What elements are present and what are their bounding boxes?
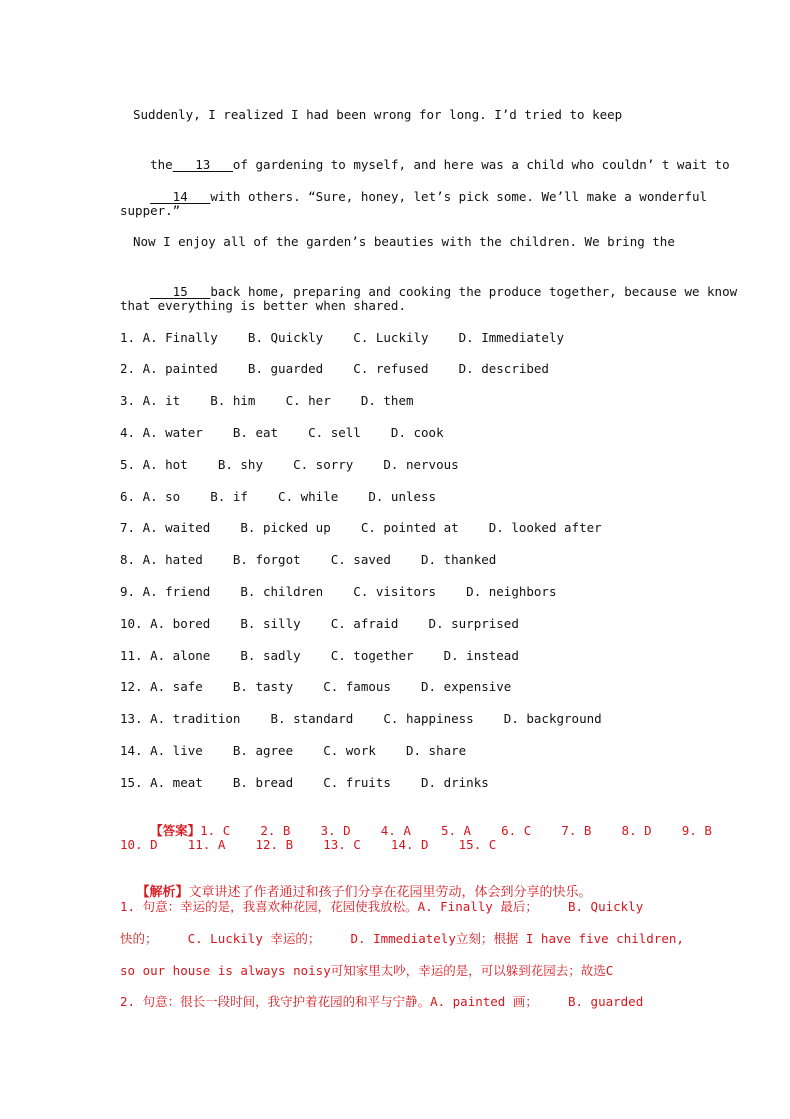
question-item: 5. A. hot B. shy C. sorry D. nervous <box>120 457 459 472</box>
passage-text: the <box>150 157 173 172</box>
answer-label: 【答案】 <box>150 823 201 838</box>
question-item: 11. A. alone B. sadly C. together D. instead <box>120 648 519 663</box>
question-item: 8. A. hated B. forgot C. saved D. thanked <box>120 552 497 567</box>
analysis-line: 2. 句意：很长一段时间，我守护着花园的和平与宁静。A. painted 画； B. guarded <box>120 994 644 1009</box>
question-item: 14. A. live B. agree C. work D. share <box>120 743 467 758</box>
question-item: 12. A. safe B. tasty C. famous D. expensive <box>120 679 512 694</box>
question-item: 13. A. tradition B. standard C. happiness D. background <box>120 711 602 726</box>
analysis-label: 【解析】 <box>136 885 189 900</box>
passage-line <box>120 170 707 224</box>
answer-line: 10. D 11. A 12. B 13. C 14. D 15. C <box>120 837 497 852</box>
passage-line: Suddenly, I realized I had been wrong for long. I’d tried to keep <box>133 107 623 122</box>
question-item: 2. A. painted B. guarded C. refused D. described <box>120 361 549 376</box>
question-item: 1. A. Finally B. Quickly C. Luckily D. Immediately <box>120 330 565 345</box>
blank-13: ___13___ <box>172 157 233 172</box>
analysis-line: 快的； C. Luckily 幸运的； D. Immediately立刻；根据 I have five children, <box>120 931 684 946</box>
passage-text: back home, preparing and cooking the produce together, because we know <box>210 284 738 299</box>
question-item: 4. A. water B. eat C. sell D. cook <box>120 425 444 440</box>
passage-text: of gardening to myself, and here was a child who couldn’ t wait to <box>232 157 730 172</box>
passage-line: Now I enjoy all of the garden’s beauties with the children. We bring the <box>133 234 675 249</box>
answer-values: 1. C 2. B 3. D 4. A 5. A 6. C 7. B 8. D 9. B <box>200 823 712 838</box>
question-item: 7. A. waited B. picked up C. pointed at D. looked after <box>120 520 602 535</box>
analysis-line: so our house is always noisy可知家里太吵，幸运的是，可以躲到花园去；故选C <box>120 963 614 978</box>
passage-line: supper.” <box>120 203 181 218</box>
analysis-line: 1. 句意：幸运的是，我喜欢种花园，花园使我放松。A. Finally 最后； B. Quickly <box>120 899 644 914</box>
analysis-summary: 文章讲述了作者通过和孩子们分享在花园里劳动，体会到分享的快乐。 <box>188 885 592 900</box>
question-item: 3. A. it B. him C. her D. them <box>120 393 414 408</box>
blank-15: ___15___ <box>150 284 211 299</box>
passage-line: that everything is better when shared. <box>120 298 406 313</box>
question-item: 15. A. meat B. bread C. fruits D. drinks <box>120 775 489 790</box>
passage-text: with others. “Sure, honey, let’s pick some. We’ll make a wonderful <box>210 189 708 204</box>
blank-14: ___14___ <box>150 189 211 204</box>
question-item: 10. A. bored B. silly C. afraid D. surprised <box>120 616 519 631</box>
question-item: 6. A. so B. if C. while D. unless <box>120 489 437 504</box>
question-item: 9. A. friend B. children C. visitors D. neighbors <box>120 584 557 599</box>
